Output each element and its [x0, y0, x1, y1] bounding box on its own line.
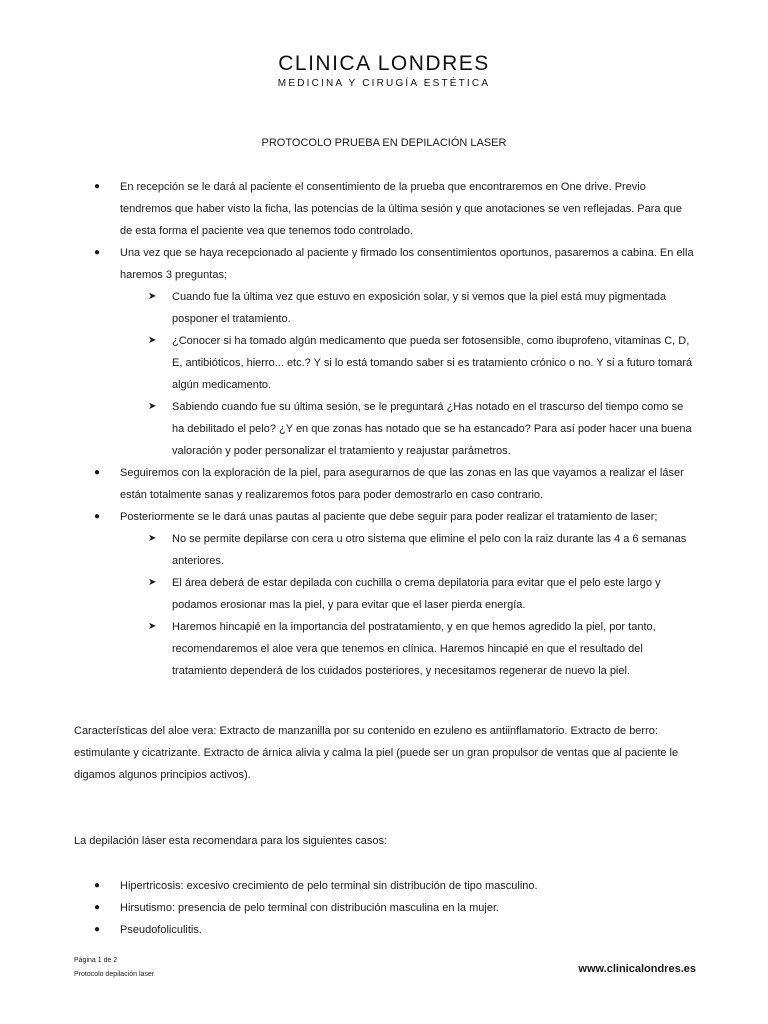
- indication-text: Hipertricosis: excesivo crecimiento de pelo terminal sin distribución de tipo masculino.: [120, 880, 538, 892]
- protocol-item: [74, 242, 696, 286]
- footer-doc-name: Protocolo depilación laser: [74, 971, 155, 978]
- arrow-icon: ➤: [148, 577, 157, 588]
- bullet-icon: ●: [94, 924, 101, 935]
- protocol-item: [74, 462, 696, 506]
- arrow-icon: ➤: [148, 533, 157, 544]
- guideline-item: [124, 572, 696, 616]
- bullet-icon: ●: [94, 247, 101, 258]
- protocol-item: [74, 506, 696, 528]
- aloe-vera-paragraph: Características del aloe vera: Extracto de manzanilla por su contenido en ezuleno es antiinflamatorio. Extracto de berro: estimulante y cicatrizante. Extracto de árnica alivia y calma la piel (puede ser un gran propulsor de ventas que al paciente le digamos algunos principios activos).: [74, 725, 679, 781]
- indication-text: Hirsutismo: presencia de pelo terminal con distribución masculina en la mujer.: [120, 902, 500, 914]
- page-footer: [74, 954, 154, 982]
- indication-item: [74, 897, 696, 919]
- page-number: Página 1 de 2: [74, 957, 118, 964]
- footer-website: www.clinicalondres.es: [578, 963, 696, 975]
- arrow-icon: ➤: [148, 335, 157, 346]
- protocol-list-continued: [74, 462, 696, 528]
- protocol-item: [74, 176, 696, 242]
- indication-item: [74, 919, 696, 941]
- protocol-item-text: Una vez que se haya recepcionado al paciente y firmado los consentimientos oportunos, pasaremos a cabina. En ella haremos 3 preguntas;: [120, 247, 694, 281]
- guideline-item: [124, 616, 696, 682]
- question-item: [124, 330, 696, 396]
- indications-intro: La depilación láser esta recomendara para los siguientes casos:: [74, 835, 388, 847]
- questions-list: [74, 286, 696, 462]
- arrow-icon: ➤: [148, 401, 157, 412]
- document-title: PROTOCOLO PRUEBA EN DEPILACIÓN LASER: [261, 137, 507, 149]
- indications-section: [74, 875, 696, 941]
- protocol-section: [74, 176, 696, 682]
- bullet-icon: ●: [94, 511, 101, 522]
- question-text: Sabiendo cuando fue su última sesión, se le preguntará ¿Has notado en el trascurso del tiempo como se ha debilitado el pelo? ¿Y en que zonas has notado que se ha estancado? Para así poder hacer una buena valoración y poder personalizar el tratamiento y reajustar parámetros.: [172, 401, 692, 457]
- question-item: [124, 396, 696, 462]
- indications-list: [74, 875, 696, 941]
- logo-name: CLINICA LONDRES: [278, 52, 490, 75]
- arrow-icon: ➤: [148, 291, 157, 302]
- question-text: Cuando fue la última vez que estuvo en exposición solar, y si vemos que la piel está muy pigmentada posponer el tratamiento.: [172, 291, 667, 325]
- arrow-icon: ➤: [148, 621, 157, 632]
- bullet-icon: ●: [94, 880, 101, 891]
- protocol-item-text: En recepción se le dará al paciente el consentimiento de la prueba que encontraremos en One drive. Previo tendremos que haber visto la ficha, las potencias de la última sesión y que anotaciones se ven reflejadas. Para que de esta forma el paciente vea que tenemos todo controlado.: [120, 181, 682, 237]
- bullet-icon: ●: [94, 467, 101, 478]
- guideline-text: El área deberá de estar depilada con cuchilla o crema depilatoria para evitar que el pelo este largo y podamos erosionar mas la piel, y para evitar que el laser pierda energía.: [172, 577, 661, 611]
- question-item: [124, 286, 696, 330]
- protocol-item-text: Seguiremos con la exploración de la piel, para asegurarnos de que las zonas en las que vayamos a realizar el láser están totalmente sanas y realizaremos fotos para poder demostrarlo en caso contrario.: [120, 467, 684, 501]
- indication-item: [74, 875, 696, 897]
- guideline-text: No se permite depilarse con cera u otro sistema que elimine el pelo con la raiz durante las 4 a 6 semanas anteriores.: [172, 533, 687, 567]
- question-text: ¿Conocer si ha tomado algún medicamento que pueda ser fotosensible, como ibuprofeno, vitaminas C, D, E, antibióticos, hierro... etc.? Y si lo está tomando saber si es tratamiento crónico o no. Y si a futuro tomará algún medicamento.: [172, 335, 693, 391]
- guideline-text: Haremos hincapié en la importancia del postratamiento, y en que hemos agredido la piel, por tanto, recomendaremos el aloe vera que tenemos en clínica. Haremos hincapié en que el resultado del tratamiento dependerá de los cuidados posteriores, y necesitamos regenerar de nuevo la piel.: [172, 621, 656, 677]
- bullet-icon: ●: [94, 902, 101, 913]
- clinic-logo: [0, 52, 768, 90]
- guidelines-list: [74, 528, 696, 682]
- protocol-list: [74, 176, 696, 286]
- guideline-item: [124, 528, 696, 572]
- protocol-item-text: Posteriormente se le dará unas pautas al paciente que debe seguir para poder realizar el tratamiento de laser;: [120, 511, 658, 523]
- bullet-icon: ●: [94, 181, 101, 192]
- indication-text: Pseudofoliculitis.: [120, 924, 202, 936]
- logo-tagline: MEDICINA Y CIRUGÍA ESTÉTICA: [277, 78, 491, 89]
